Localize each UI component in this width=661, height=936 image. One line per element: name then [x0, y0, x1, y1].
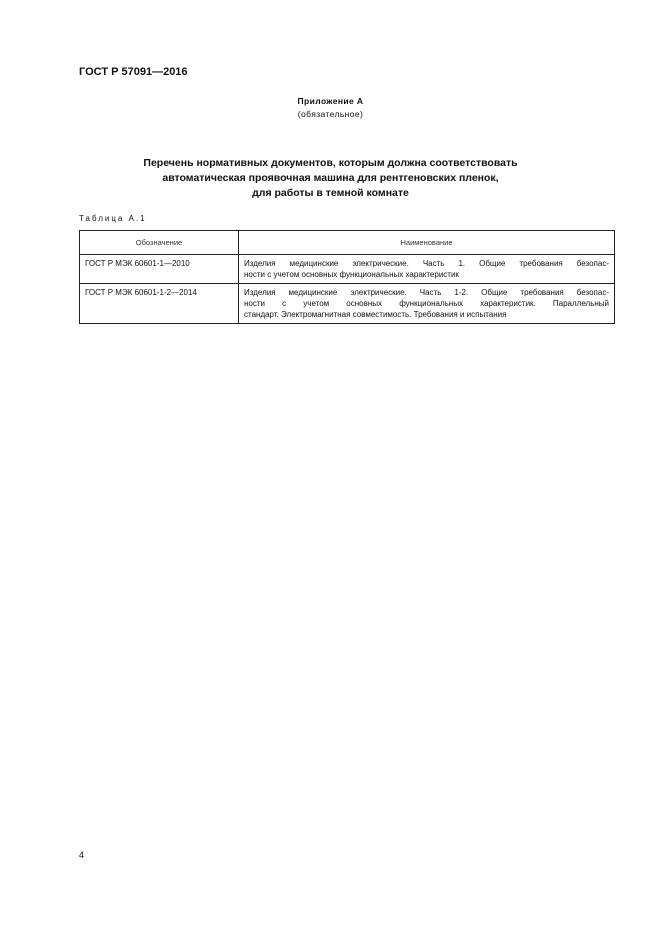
name-cell: [239, 284, 615, 324]
page-number: 4: [79, 850, 85, 860]
annex-title-line: Перечень нормативных документов, которым должна соответствовать: [143, 157, 518, 169]
designation-cell: ГОСТ Р МЭК 60601-1-2—2014: [80, 284, 239, 324]
name-line: ности с учетом основных функциональных характеристик. Параллельный: [244, 299, 609, 308]
standards-table: [79, 230, 615, 324]
document-code: ГОСТ Р 57091—2016: [79, 66, 188, 78]
name-line: Изделия медицинские электрические. Часть 1-2. Общие требования безопас-: [244, 288, 609, 297]
header-designation: Обозначение: [80, 231, 239, 255]
name-line: Изделия медицинские электрические. Часть 1. Общие требования безопас-: [244, 259, 609, 268]
annex-title-line: для работы в темной комнате: [252, 187, 409, 199]
table-caption: Таблица А.1: [79, 214, 147, 223]
annex-label: Приложение А: [297, 96, 364, 106]
name-cell: [239, 255, 615, 284]
annex-kind: (обязательное): [297, 109, 364, 119]
designation-cell: ГОСТ Р МЭК 60601-1—2010: [80, 255, 239, 284]
table-header-row: [80, 231, 615, 255]
table-row: [80, 284, 615, 324]
table-row: [80, 255, 615, 284]
annex-title-line: автоматическая проявочная машина для рентгеновских пленок,: [162, 172, 499, 184]
name-line: ности с учетом основных функциональных характеристик: [244, 270, 459, 279]
header-name: Наименование: [239, 231, 615, 255]
name-line: стандарт. Электромагнитная совместимость. Требования и испытания: [244, 310, 507, 319]
